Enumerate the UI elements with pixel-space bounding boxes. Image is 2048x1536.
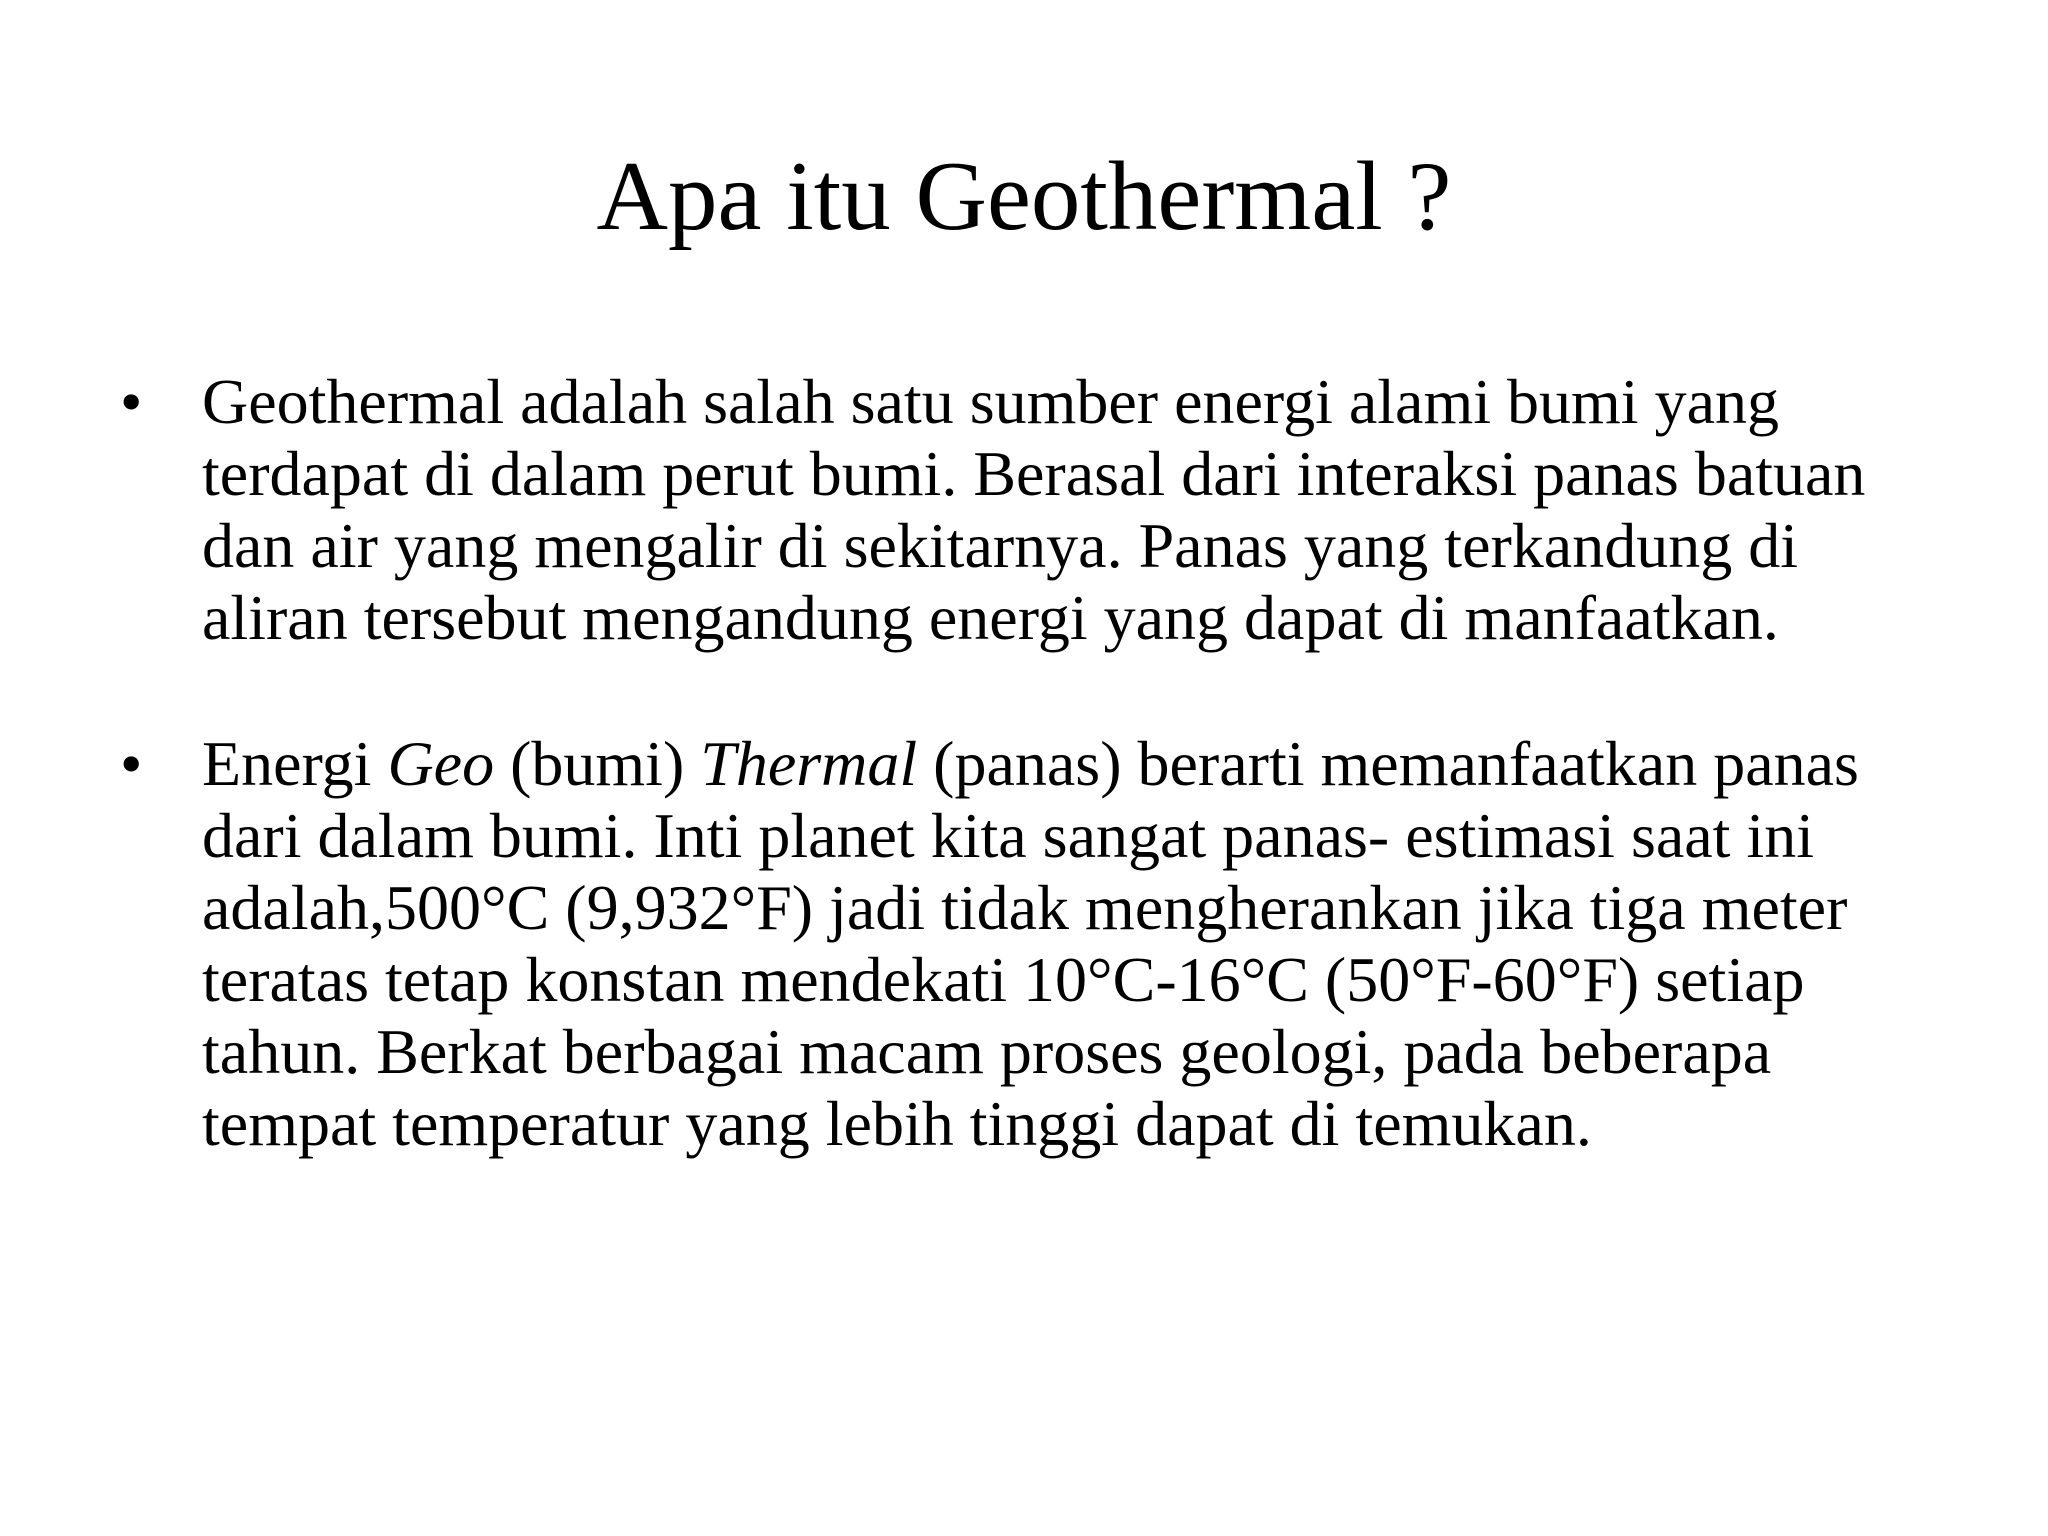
bullet-1-line-1: Geothermal adalah salah satu sumber energi alami bumi yang [202,366,1779,437]
text-segment: (bumi) [494,728,701,799]
italic-term-thermal: Thermal [700,728,918,799]
bullet-icon: • [120,728,143,799]
bullet-1-line-2: terdapat di dalam perut bumi. Berasal dari interaksi panas batuan [202,438,1866,509]
slide-title: Apa itu Geothermal ? [596,142,1452,251]
bullet-icon: • [120,366,143,437]
bullet-2-line-5: tahun. Berkat berbagai macam proses geologi, pada beberapa [202,1016,1772,1087]
bullet-2-line-1 [202,728,1980,800]
bullet-item-2 [120,728,1980,1160]
bullet-1-line-3: dan air yang mengalir di sekitarnya. Panas yang terkandung di [202,510,1798,581]
bullet-2-line-3: adalah,500°C (9,932°F) jadi tidak mengherankan jika tiga meter [202,872,1848,943]
bullet-list [120,366,1980,1234]
bullet-2-line-4: teratas tetap konstan mendekati 10°C-16°C (50°F-60°F) setiap [202,944,1805,1015]
text-segment: Energi [202,728,388,799]
text-segment: (panas) berarti memanfaatkan panas [917,728,1859,799]
bullet-2-line-2: dari dalam bumi. Inti planet kita sangat panas- estimasi saat ini [202,800,1814,871]
italic-term-geo: Geo [387,728,495,799]
bullet-2-line-6: tempat temperatur yang lebih tinggi dapat di temukan. [202,1088,1592,1159]
bullet-item-1 [120,366,1980,654]
bullet-1-line-4: aliran tersebut mengandung energi yang dapat di manfaatkan. [202,582,1779,653]
